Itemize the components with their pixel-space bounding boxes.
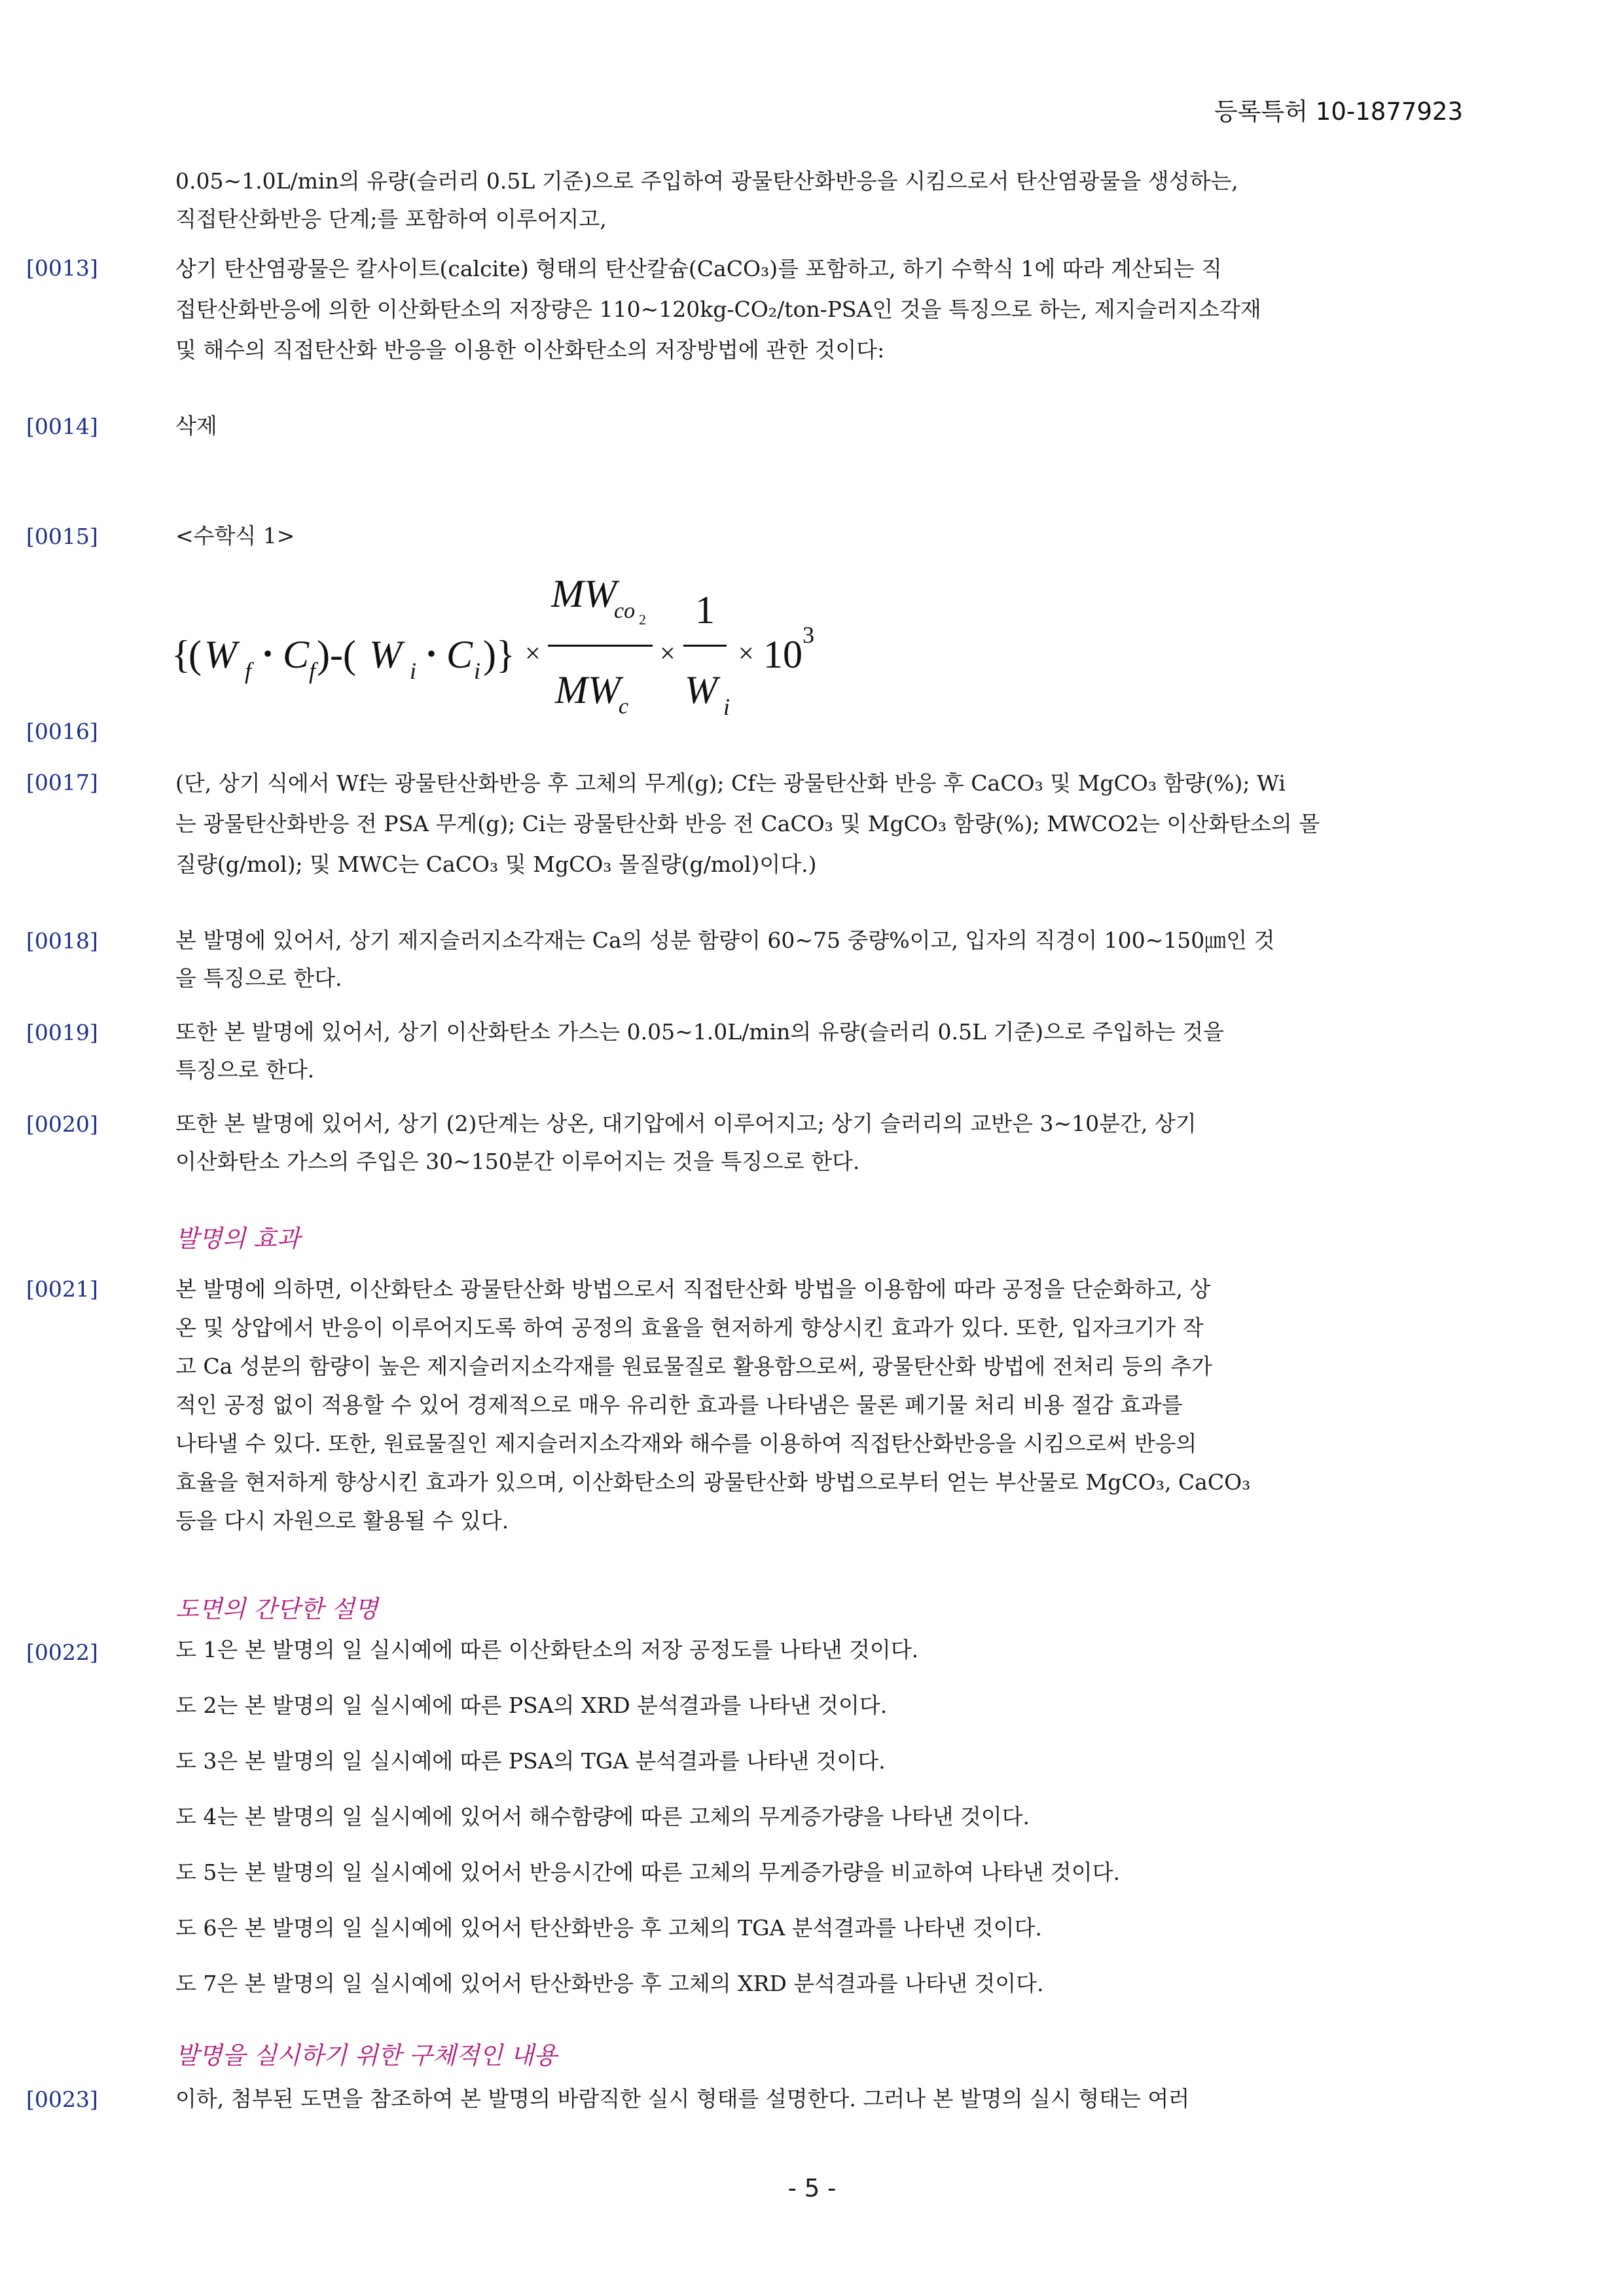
paragraph-0020 <box>175 1105 1465 1181</box>
text-line: 상기 탄산염광물은 칼사이트(calcite) 형태의 탄산칼슘(CaCO₃)를 포함하고, 하기 수학식 1에 따라 계산되는 직 <box>175 256 1222 281</box>
eq-one: 1 <box>695 588 715 632</box>
text-line: 는 광물탄산화반응 전 PSA 무게(g); Ci는 광물탄산화 반응 전 CaCO₃ 및 MgCO₃ 함량(%); MWCO2는 이산화탄소의 몰 <box>175 811 1320 836</box>
eq-wf: W <box>204 633 237 676</box>
figure-description: 도 4는 본 발명의 일 실시예에 있어서 해수함량에 따른 고체의 무게증가량을 나타낸 것이다. <box>175 1804 1030 1829</box>
eq-co2: co <box>614 599 636 623</box>
text-line: 효율을 현저하게 향상시킨 효과가 있으며, 이산화탄소의 광물탄산화 방법으로부터 얻는 부산물로 MgCO₃, CaCO₃ <box>175 1469 1251 1495</box>
svg-text:{: { <box>171 633 190 676</box>
text-line: 본 발명에 있어서, 상기 제지슬러지소각재는 Ca의 성분 함량이 60~75 중량%이고, 입자의 직경이 100~150㎛인 것 <box>175 927 1275 953</box>
text-line: 적인 공정 없이 적용할 수 있어 경제적으로 매우 유리한 효과를 나타냄은 물론 폐기물 처리 비용 절감 효과를 <box>175 1392 1183 1418</box>
text-line: (단, 상기 식에서 Wf는 광물탄산화반응 후 고체의 무게(g); Cf는 광물탄산화 반응 후 CaCO₃ 및 MgCO₃ 함량(%); Wi <box>175 770 1286 796</box>
eq-sub-f: f <box>309 658 316 684</box>
paragraph-number: [0018] <box>26 928 98 954</box>
paragraph-number: [0014] <box>26 414 98 439</box>
figure-description: 도 1은 본 발명의 일 실시예에 따른 이산화탄소의 저장 공정도를 나타낸 것이다. <box>175 1637 919 1662</box>
eq-wi: W <box>369 633 402 676</box>
text-line: 및 해수의 직접탄산화 반응을 이용한 이산화탄소의 저장방법에 관한 것이다: <box>175 337 885 363</box>
svg-text:)-(: )-( <box>317 633 356 676</box>
figure-description: 도 5는 본 발명의 일 실시예에 있어서 반응시간에 따른 고체의 무게증가량을 비교하여 나타낸 것이다. <box>175 1859 1120 1885</box>
figure-description: 도 7은 본 발명의 일 실시예에 있어서 탄산화반응 후 고체의 XRD 분석결과를 나타낸 것이다. <box>175 1971 1044 1996</box>
paragraph-0023 <box>175 2080 1465 2118</box>
text-line: 나타낼 수 있다. 또한, 원료물질인 제지슬러지소각재와 해수를 이용하여 직접탄산화반응을 시킴으로써 반응의 <box>175 1431 1197 1456</box>
paragraph-number: [0015] <box>26 524 98 549</box>
formula-caption <box>175 517 1465 555</box>
svg-text:×: × <box>660 639 676 669</box>
text-line: 고 Ca 성분의 함량이 높은 제지슬러지소각재를 원료물질로 활용함으로써, 광물탄산화 방법에 전처리 등의 추가 <box>175 1354 1212 1379</box>
eq-sub-c: c <box>619 694 629 719</box>
eq-ci: C <box>446 633 473 676</box>
text-line: 이산화탄소 가스의 주입은 30~150분간 이루어지는 것을 특징으로 한다. <box>175 1149 860 1174</box>
svg-text:(: ( <box>189 633 202 676</box>
paragraph-0013 <box>175 249 1465 370</box>
eq-exp: 3 <box>803 622 814 648</box>
paragraph-number: [0023] <box>26 2087 98 2112</box>
paragraph-number: [0020] <box>26 1111 98 1137</box>
paragraph-0019 <box>175 1013 1465 1089</box>
paragraph-0018 <box>175 922 1465 997</box>
paragraph-0021 <box>175 1270 1465 1540</box>
eq-sub-i: i <box>410 658 417 684</box>
text-line: 삭제 <box>175 413 217 439</box>
eq-cf: C <box>283 633 310 676</box>
paragraph-number: [0013] <box>26 255 98 281</box>
text-line: 질량(g/mol); 및 MWC는 CaCO₃ 및 MgCO₃ 몰질량(g/mol)이다.) <box>175 852 817 877</box>
eq-sub-i: i <box>723 694 731 720</box>
svg-text:•: • <box>427 639 437 668</box>
eq-mw: MW <box>551 572 617 615</box>
equation-1 <box>171 558 826 734</box>
paragraph-0017 <box>175 763 1465 885</box>
svg-text:•: • <box>263 639 273 668</box>
figure-description: 도 3은 본 발명의 일 실시예에 따른 PSA의 TGA 분석결과를 나타낸 것이다. <box>175 1748 886 1774</box>
text-line: 을 특징으로 한다. <box>175 965 342 991</box>
eq-two: 2 <box>639 611 646 628</box>
eq-sub-i: i <box>474 658 481 684</box>
eq-ten: 10 <box>763 633 803 676</box>
text-line: 이하, 첨부된 도면을 참조하여 본 발명의 바람직한 실시 형태를 설명한다. 그러나 본 발명의 실시 형태는 여러 <box>175 2086 1190 2111</box>
text-line: 또한 본 발명에 있어서, 상기 (2)단계는 상온, 대기압에서 이루어지고; 상기 슬러리의 교반은 3~10분간, 상기 <box>175 1111 1197 1136</box>
patent-number-header: 등록특허 10-1877923 <box>1214 98 1463 126</box>
text-line: <수학식 1> <box>175 523 295 548</box>
text-line: 본 발명에 의하면, 이산화탄소 광물탄산화 방법으로서 직접탄산화 방법을 이용함에 따라 공정을 단순화하고, 상 <box>175 1276 1211 1302</box>
text-line: 접탄산화반응에 의한 이산화탄소의 저장량은 110~120kg-CO₂/ton-PSA인 것을 특징으로 하는, 제지슬러지소각재 <box>175 296 1261 322</box>
intro-paragraph <box>175 162 1465 238</box>
svg-text:×: × <box>525 639 541 669</box>
paragraph-number: [0016] <box>26 719 98 744</box>
page-number: - 5 - <box>787 2174 837 2202</box>
text-line: 0.05~1.0L/min의 유량(슬러리 0.5L 기준)으로 주입하여 광물탄산화반응을 시킴으로서 탄산염광물을 생성하는, <box>175 168 1238 194</box>
figure-description: 도 6은 본 발명의 일 실시예에 있어서 탄산화반응 후 고체의 TGA 분석결과를 나타낸 것이다. <box>175 1915 1042 1941</box>
paragraph-0014 <box>175 407 1465 445</box>
figure-description: 도 2는 본 발명의 일 실시예에 따른 PSA의 XRD 분석결과를 나타낸 것이다. <box>175 1693 888 1718</box>
section-title-details: 발명을 실시하기 위한 구체적인 내용 <box>175 2041 558 2070</box>
paragraph-number: [0019] <box>26 1020 98 1045</box>
paragraph-number: [0022] <box>26 1640 98 1665</box>
eq-mw: MW <box>555 668 621 711</box>
section-title-drawings: 도면의 간단한 설명 <box>175 1595 378 1623</box>
text-line: 등을 다시 자원으로 활용될 수 있다. <box>175 1508 509 1534</box>
paragraph-number: [0021] <box>26 1276 98 1302</box>
text-line: 직접탄산화반응 단계;를 포함하여 이루어지고, <box>175 206 607 232</box>
text-line: 특징으로 한다. <box>175 1057 315 1083</box>
eq-wi: W <box>685 668 717 711</box>
paragraph-number: [0017] <box>26 770 98 795</box>
eq-sub-f: f <box>245 658 252 684</box>
svg-text:×: × <box>738 639 754 669</box>
text-line: 또한 본 발명에 있어서, 상기 이산화탄소 가스는 0.05~1.0L/min의 유량(슬러리 0.5L 기준)으로 주입하는 것을 <box>175 1019 1224 1045</box>
section-title-effect: 발명의 효과 <box>175 1225 300 1253</box>
text-line: 온 및 상압에서 반응이 이루어지도록 하여 공정의 효율을 현저하게 향상시킨 효과가 있다. 또한, 입자크기가 작 <box>175 1315 1204 1340</box>
svg-text:)}: )} <box>483 633 515 676</box>
